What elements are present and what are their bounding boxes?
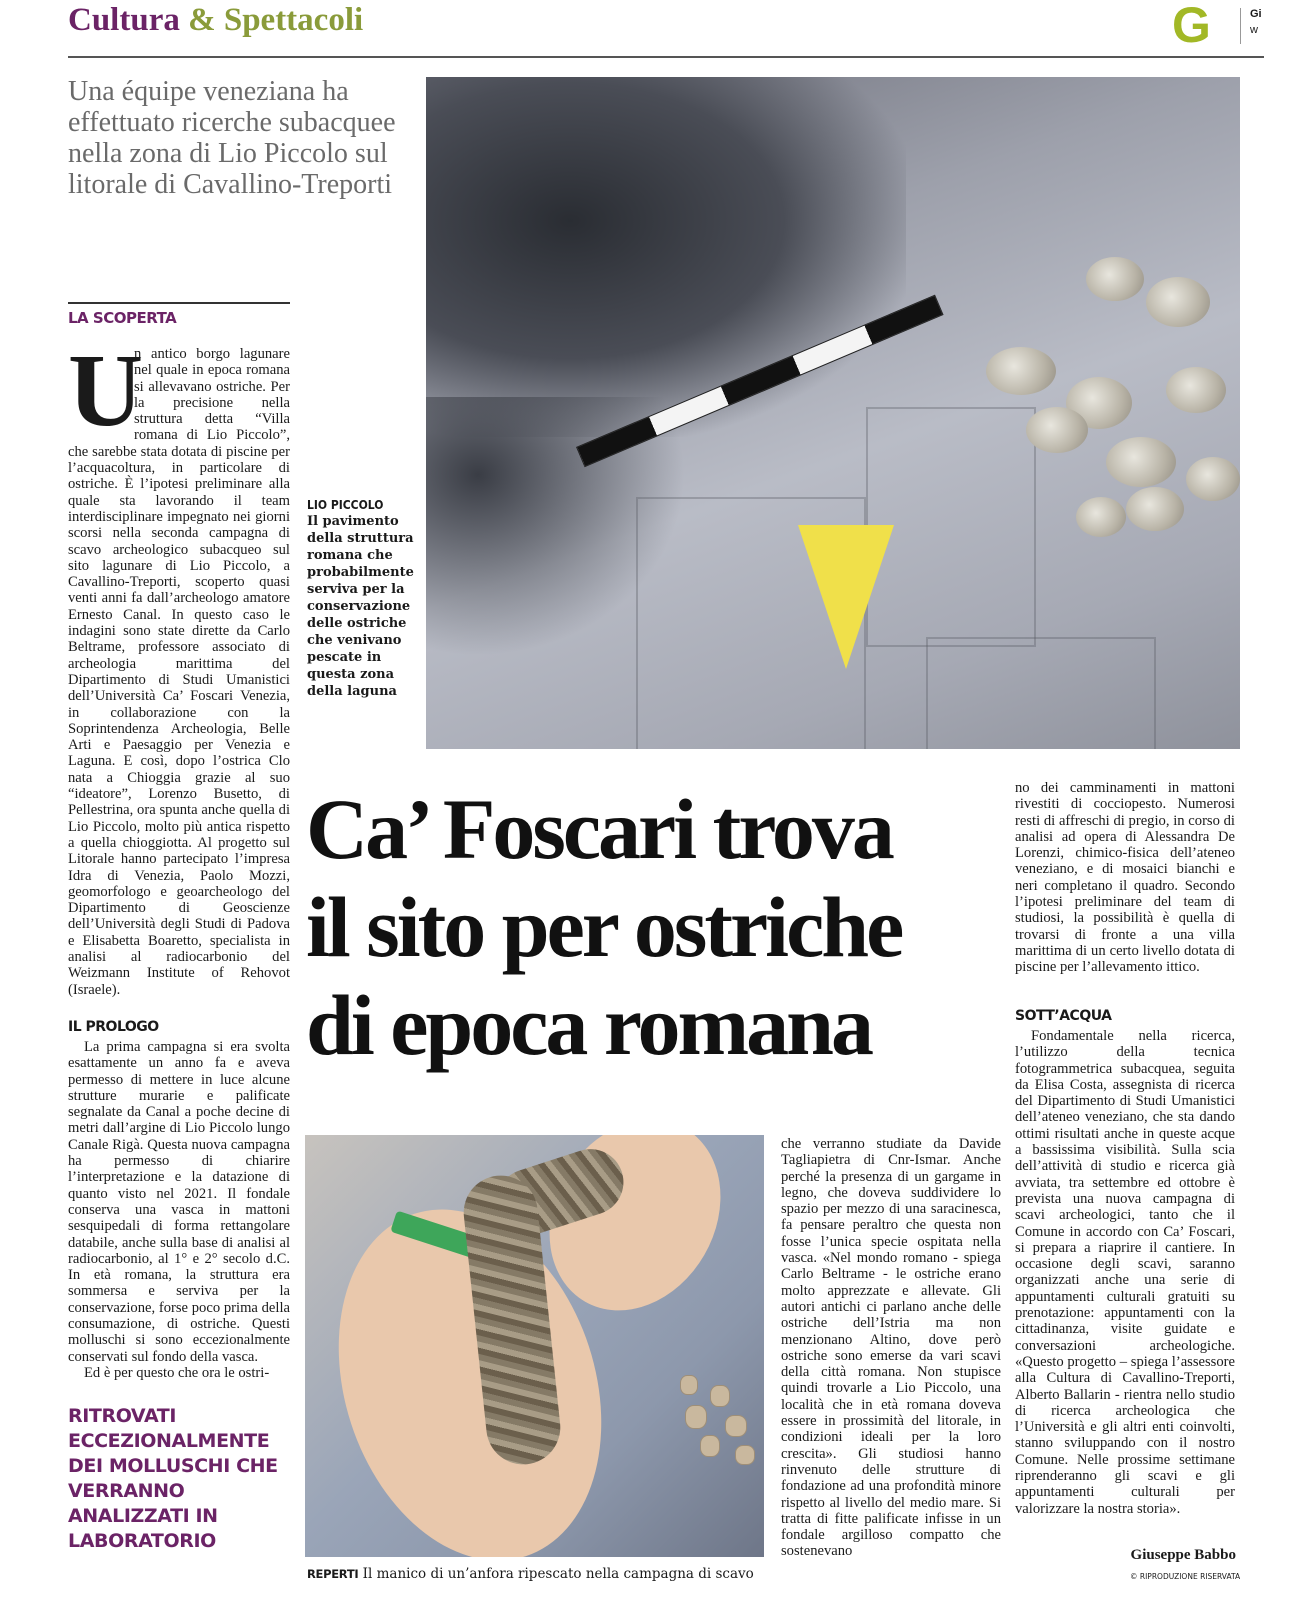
left-column — [68, 309, 290, 998]
copyright-notice: © RIPRODUZIONE RISERVATA — [1130, 1572, 1241, 1581]
photo2-caption-text: Il manico di un’anfora ripescato nella campagna di scavo — [362, 1566, 754, 1582]
logo-text-1: Gi — [1250, 8, 1262, 20]
page-header — [0, 0, 1295, 58]
headline-line-1: Ca’ Foscari trova — [306, 781, 892, 877]
right-paragraph-1: no dei camminamenti in mattoni rivestiti di cocciopesto. Numerosi resti di affreschi di pregio, in corso di analisi ad opera di Alessandra De Lorenzi, chimico-fisica dell’ateneo veneziano, e di mosaici bianchi e neri completano il quadro. Secondo l’ipotesi preliminare del team di studiosi, la possibilità è quella di trovarsi di fronte a una villa marittima di un certo livello dotata di piscine per l’allevamento ittico. — [1015, 780, 1235, 976]
photo1-caption-text: Il pavimento della struttura romana che probabilmente serviva per la conservazione delle ostriche che venivano pescate in questa zona della laguna — [307, 514, 414, 699]
photo2-caption — [307, 1566, 767, 1582]
right-column-lower — [1015, 1008, 1235, 1517]
section-title-part1: Cultura — [68, 2, 180, 38]
drop-cap: U — [68, 333, 144, 448]
headline-line-2: il sito per ostriche — [306, 879, 902, 975]
paragraph-1-text: n antico borgo lagunare nel quale in epoca romana si allevavano ostriche. Per la precisione nella struttura detta “Villa romana di Lio Piccolo”, che sarebbe stata dotata di piscine per l’acquacoltura, in particolare di ostriche. È l’ipotesi preliminare alla quale sta lavorando il team interdisciplinare impegnato nei giorni scorsi nella seconda campagna di scavo archeologico subacqueo sul sito lagunare di Lio Piccolo, a Cavallino-Treporti, scoperto quasi venti anni fa dall’archeologo amatore Ernesto Canal. In questo caso le indagini sono state dirette da Carlo Beltrame, professore associato di archeologia marittima del Dipartimento di Studi Umanistici dell’Università Ca’ Foscari Venezia, in collaborazione con la Soprintendenza Archeologia, Belle Arti e Paesaggio per Venezia e Laguna. E così, dopo l’ostrica Clo nata a Chioggia grazie al suo “ideatore”, Lorenzo Busetto, di Pellestrina, ora spunta anche quella di Lio Piccolo, molto più antica rispetto a quella chioggiotta. Al progetto sul Litorale hanno partecipato l’impresa Idra di Venezia, Paolo Mozzi, geomorfologo e geoarcheologo del Dipartimento di Geoscienze dell’Università degli Studi di Padova e Elisabetta Boaretto, specialista in analisi al radiocarbonio del Weizmann Institute of Rehovot (Israele). — [68, 346, 290, 998]
logo-text-2: w — [1250, 24, 1258, 36]
article-paragraph-3: Ed è per questo che ora le ostri- — [84, 1364, 270, 1381]
kicker-rule — [68, 302, 290, 304]
author-signature: Giuseppe Babbo — [1130, 1547, 1236, 1563]
logo-divider — [1240, 8, 1241, 44]
kicker-la-scoperta: LA SCOPERTA — [68, 309, 177, 327]
north-arrow-marker — [798, 525, 894, 669]
article-paragraph-1 — [68, 333, 290, 998]
section-title — [68, 2, 363, 39]
header-rule — [68, 56, 1264, 58]
amphora-handle-photo — [305, 1135, 764, 1557]
underwater-site-photo — [426, 77, 1240, 749]
right-paragraph-2: Fondamentale nella ricerca, l’utilizzo della tecnica fotogrammetrica subacquea, seguita da Elisa Costa, assegnista di ricerca del Dipartimento di Studi Umanistici dell’ateneo veneziano, che sta dando ottimi risultati anche in queste acque a bassissima visibilità. Sulla scia dell’attività di studio e ricerca già avviata, tra settembre ed ottobre è prevista una nuova campagna di scavi archeologici, tanto che il Comune in accordo con Ca’ Foscari, si prepara a riaprire il cantiere. In occasione degli scavi, saranno organizzati anche una serie di appuntamenti culturali gratuiti su prenotazione: appuntamenti con la cittadinanza, visite guidate e conversazioni archeologiche. «Questo progetto – spiega l’assessore alla Cultura di Cavallino-Treporti, Alberto Ballarin - rientra nello studio di ricerca archeologica che l’Università e gli altri enti coinvolti, stanno sviluppando con il nostro Comune. Nelle prossime settimane riprenderanno gli scavi e gli appuntamenti culturali per valorizzare la nostra storia». — [1015, 1028, 1235, 1517]
right-column — [1015, 780, 1235, 976]
left-column-lower — [68, 1019, 290, 1381]
pull-quote: RITROVATI ECCEZIONALMENTE DEI MOLLUSCHI CHE VERRANNO ANALIZZATI IN LABORATORIO — [68, 1405, 278, 1552]
middle-column — [781, 1136, 1001, 1560]
newspaper-logo: G — [1172, 0, 1211, 53]
headline-line-3: di epoca romana — [306, 977, 871, 1073]
photo2-caption-label: REPERTI — [307, 1567, 359, 1581]
article-paragraph-2: La prima campagna si era svolta esattamente un anno fa e aveva permesso di mettere in luce alcune strutture murarie e palificate segnalate da Canal a poche decine di metri dall’argine di Lio Piccolo lungo Canale Rigà. Questa nuova campagna ha permesso di chiarire l’interpretazione e la datazione di quanto visto nel 2021. Il fondale conserva una vasca in mattoni sesquipedali di forma rettangolare databile, anche sulla base di analisi al radiocarbonio, al 1° e 2° secolo d.C. In età romana, la struttura era sommersa e serviva per la conservazione, forse poco prima della consumazione, di ostriche. Questi molluschi si sono eccezionalmente conservati sul fondo della vasca. — [68, 1039, 290, 1365]
photo1-caption-label: LIO PICCOLO — [307, 498, 384, 512]
headline — [306, 780, 1006, 1074]
section-title-ampersand: & — [188, 2, 216, 38]
kicker-il-prologo: IL PROLOGO — [68, 1019, 159, 1035]
middle-paragraph: che verranno studiate da Davide Tagliapietra di Cnr-Ismar. Anche perché la presenza di un gargame in legno, che doveva suddividere lo spazio per mezzo di una saracinesca, fa pensare peraltro che questa non fosse l’unica specie ospitata nella vasca. «Nel mondo romano - spiega Carlo Beltrame - le ostriche erano molto apprezzate e allevate. Gli autori antichi ci parlano anche delle ostriche dell’Istria ma non menzionano Altino, dove però ostriche sono emerse da vari scavi della città romana. Non stupisce quindi trovarle a Lio Piccolo, una località che in età romana doveva essere in prossimità del litorale, in condizioni ideali per la loro crescita». Gli studiosi hanno rinvenuto delle strutture di fondazione ad una profondità minore rispetto al livello del medio mare. Si tratta di fitte palificate infisse in un fondale argilloso compatto che sostenevano — [781, 1136, 1001, 1560]
kicker-sott-acqua: SOTT’ACQUA — [1015, 1008, 1112, 1024]
subheadline: Una équipe veneziana ha effettuato ricerche subacquee nella zona di Lio Piccolo sul litorale di Cavallino-Treporti — [68, 76, 396, 200]
section-title-part2: Spettacoli — [223, 2, 364, 38]
